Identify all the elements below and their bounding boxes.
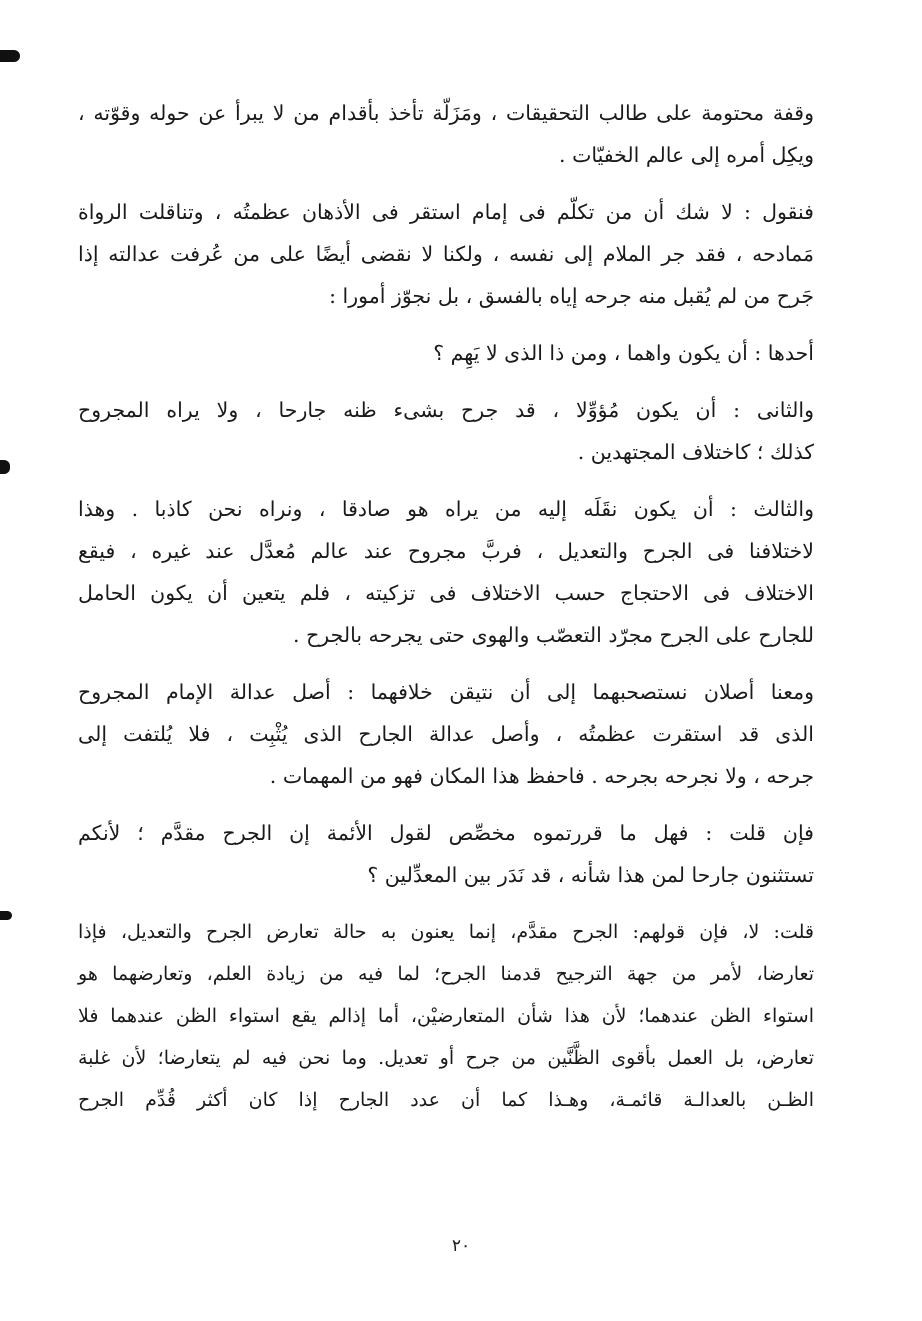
paragraph xyxy=(78,812,814,896)
scan-edge-mark xyxy=(0,460,10,474)
paragraph xyxy=(78,191,814,317)
text-line: الاختلاف فى الاحتجاج حسب الاختلاف فى تزكيته ، فلم يتعين أن يكون الحامل xyxy=(78,581,814,605)
paragraph xyxy=(78,671,814,797)
scan-edge-mark xyxy=(0,50,20,62)
text-line: والثالث : أن يكون نقَلَه إليه من يراه هو صادقا ، ونراه نحن كاذبا . وهذا xyxy=(78,497,814,521)
text-body xyxy=(78,92,814,1121)
text-line: وقفة محتومة على طالب التحقيقات ، ومَزَلّة تأخذ بأقدام من لا يبرأ عن حوله وقوّته ، xyxy=(78,101,814,125)
scan-edge-mark xyxy=(0,911,12,920)
text-line: فنقول : لا شك أن من تكلّم فى إمام استقر فى الأذهان عظمتُه ، وتناقلت الرواة xyxy=(78,200,814,224)
text-line: ويكِل أمره إلى عالم الخفيّات . xyxy=(559,143,814,167)
text-line: تستثنون جارحا لمن هذا شأنه ، قد نَدَر بين المعدِّلين ؟ xyxy=(367,863,814,887)
text-line: ومعنا أصلان نستصحبهما إلى أن نتيقن خلافهما : أصل عدالة الإمام المجروح xyxy=(78,680,814,704)
text-line: جَرح من لم يُقبل منه جرحه إياه بالفسق ، بل نجوّز أمورا : xyxy=(329,284,814,308)
text-line: لاختلافنا فى الجرح والتعديل ، فربَّ مجروح عند عالم مُعدَّل عند غيره ، فيقع xyxy=(78,539,814,563)
text-line: أحدها : أن يكون واهما ، ومن ذا الذى لا يَهِم ؟ xyxy=(433,341,814,365)
page-number: ٢٠ xyxy=(451,1236,471,1256)
paragraph xyxy=(78,332,814,374)
paragraph xyxy=(78,389,814,473)
text-line: قلت: لا، فإن قولهم: الجرح مقدَّم، إنما يعنون به حالة تعارض الجرح والتعديل، فإذا xyxy=(78,921,814,943)
text-line: جرحه ، ولا نجرحه بجرحه . فاحفظ هذا المكان فهو من المهمات . xyxy=(269,764,814,788)
text-line: والثانى : أن يكون مُؤوِّلا ، قد جرح بشىء ظنه جارحا ، ولا يراه المجروح xyxy=(78,398,814,422)
paragraph xyxy=(78,488,814,656)
text-line: للجارح على الجرح مجرّد التعصّب والهوى حتى يجرحه بالجرح . xyxy=(293,623,814,647)
text-line: تعارض، بل العمل بأقوى الظَّنَّين من جرح أو تعديل. وما نحن فيه لم يتعارضا؛ لأن غلبة xyxy=(78,1047,814,1069)
text-line: الذى قد استقرت عظمتُه ، وأصل عدالة الجارح الذى يُثْبِت ، فلا يُلتفت إلى xyxy=(78,722,814,746)
text-line: استواء الظن عندهما؛ لأن هذا شأن المتعارضيْن، أما إذالم يقع استواء الظن عندهما فلا xyxy=(78,1005,814,1027)
text-line: مَمادحه ، فقد جر الملام إلى نفسه ، ولكنا لا نقضى أيضًا على من عُرفت عدالته إذا xyxy=(78,242,814,266)
text-line: الظـن بالعدالـة قائمـة، وهـذا كما أن عدد الجارح إذا كان أكثر قُدِّم الجرح xyxy=(78,1089,814,1111)
paragraph xyxy=(78,911,814,1121)
text-line: كذلك ؛ كاختلاف المجتهدين . xyxy=(577,440,814,464)
text-line: فإن قلت : فهل ما قررتموه مخصِّص لقول الأئمة إن الجرح مقدَّم ؛ لأنكم xyxy=(78,821,814,845)
text-line: تعارضا، لأمر من جهة الترجيح قدمنا الجرح؛ لما فيه من زيادة العلم، وتعارضهما هو xyxy=(78,963,814,985)
paragraph xyxy=(78,92,814,176)
